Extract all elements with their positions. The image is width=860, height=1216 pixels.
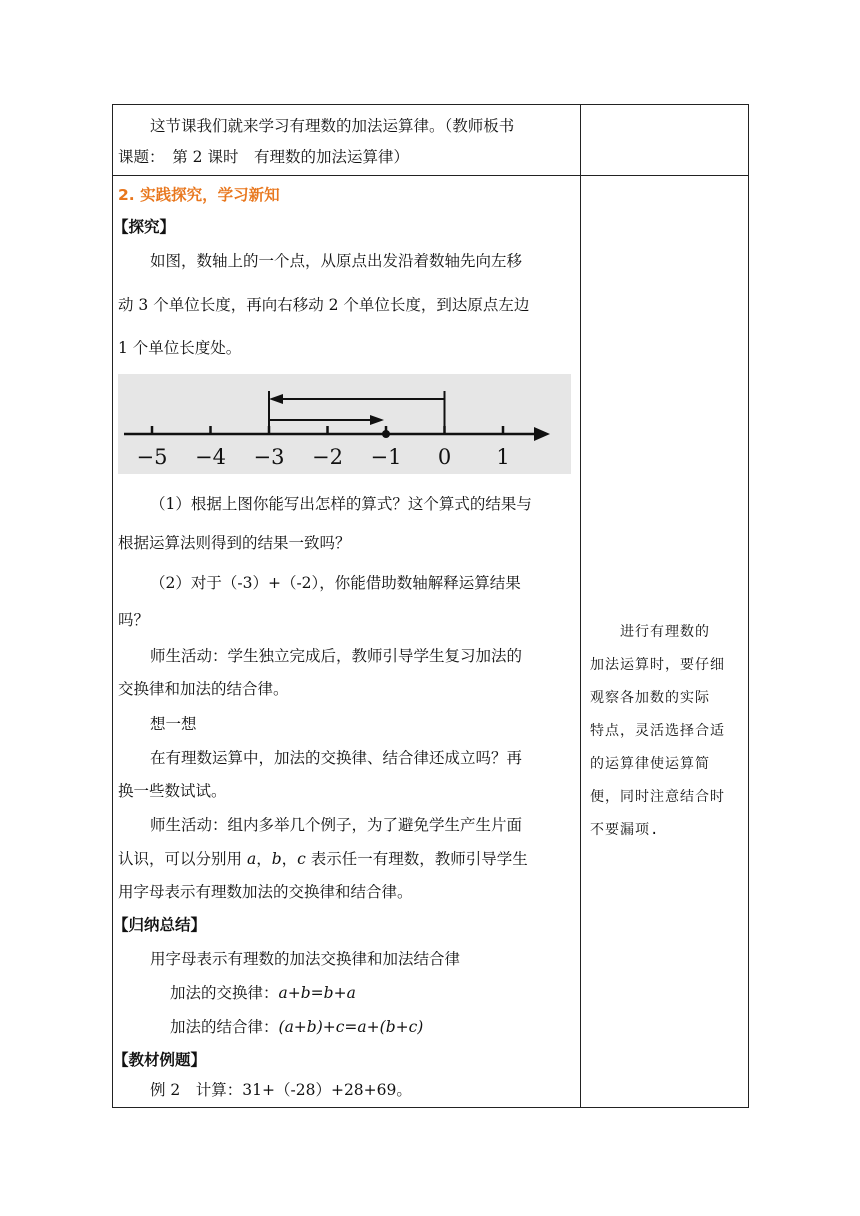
intro-line-2: 课题： 第 2 课时 有理数的加法运算律） — [118, 148, 409, 166]
tick-label: −4 — [195, 445, 226, 469]
row-divider — [112, 175, 749, 176]
intro-line-1: 这节课我们就来学习有理数的加法运算律。（教师板书 — [150, 117, 515, 135]
end-point — [382, 430, 390, 438]
tick-label: −5 — [136, 445, 168, 469]
number-line-figure — [118, 374, 571, 474]
activity-2-line-2: 认识，可以分别用 a，b，c 表示任一有理数，教师引导学生 — [118, 850, 528, 868]
think-line-1: 在有理数运算中，加法的交换律、结合律还成立吗？再 — [150, 749, 523, 767]
example-label: 【教材例题】 — [113, 1051, 207, 1069]
tick-label: −2 — [312, 445, 343, 469]
activity-2-line-3: 用字母表示有理数加法的交换律和结合律。 — [118, 883, 413, 901]
column-divider — [580, 104, 581, 1108]
side-note-line: 的运算律使运算简 — [590, 756, 710, 772]
activity-2-line-1: 师生活动：组内多举几个例子，为了避免学生产生片面 — [150, 816, 523, 834]
activity-1-line-1: 师生活动：学生独立完成后，教师引导学生复习加法的 — [150, 647, 523, 665]
think-line-2: 换一些数试试。 — [118, 782, 227, 800]
tick-label: −1 — [370, 445, 402, 469]
tick-label: −3 — [253, 445, 285, 469]
side-note-line: 进行有理数的 — [620, 624, 710, 640]
summary-line: 用字母表示有理数的加法交换律和加法结合律 — [150, 950, 461, 968]
question-2-line-1: （2）对于（-3）+（-2），你能借助数轴解释运算结果 — [150, 574, 521, 592]
question-1-line-1: （1）根据上图你能写出怎样的算式？这个算式的结果与 — [150, 495, 532, 513]
tick-label: 1 — [496, 445, 510, 469]
side-note-line: 加法运算时，要仔细 — [590, 657, 725, 673]
side-note-line: 不要漏项. — [590, 822, 660, 838]
side-note-line: 观察各加数的实际 — [590, 690, 710, 706]
section-heading: 2. 实践探究，学习新知 — [118, 186, 280, 204]
explore-p3: 1 个单位长度处。 — [118, 339, 242, 357]
explore-p2: 动 3 个单位长度，再向右移动 2 个单位长度，到达原点左边 — [118, 296, 530, 314]
commutative-law: 加法的交换律：a+b=b+a — [170, 984, 356, 1002]
side-note-line: 特点，灵活选择合适 — [590, 723, 725, 739]
summary-label: 【归纳总结】 — [113, 916, 207, 934]
side-note-line: 便，同时注意结合时 — [590, 789, 725, 805]
question-1-line-2: 根据运算法则得到的结果一致吗？ — [118, 534, 351, 552]
activity-1-line-2: 交换律和加法的结合律。 — [118, 680, 289, 698]
side-note — [590, 622, 742, 840]
explore-p1: 如图，数轴上的一个点，从原点出发沿着数轴先向左移 — [150, 252, 523, 270]
question-2-line-2: 吗？ — [118, 611, 150, 629]
explore-label: 【探究】 — [113, 218, 176, 236]
example-line: 例 2 计算：31+（-28）+28+69。 — [150, 1081, 412, 1099]
associative-law: 加法的结合律：(a+b)+c=a+(b+c) — [170, 1018, 424, 1036]
think-label: 想一想 — [150, 715, 197, 733]
tick-label: 0 — [437, 445, 452, 469]
